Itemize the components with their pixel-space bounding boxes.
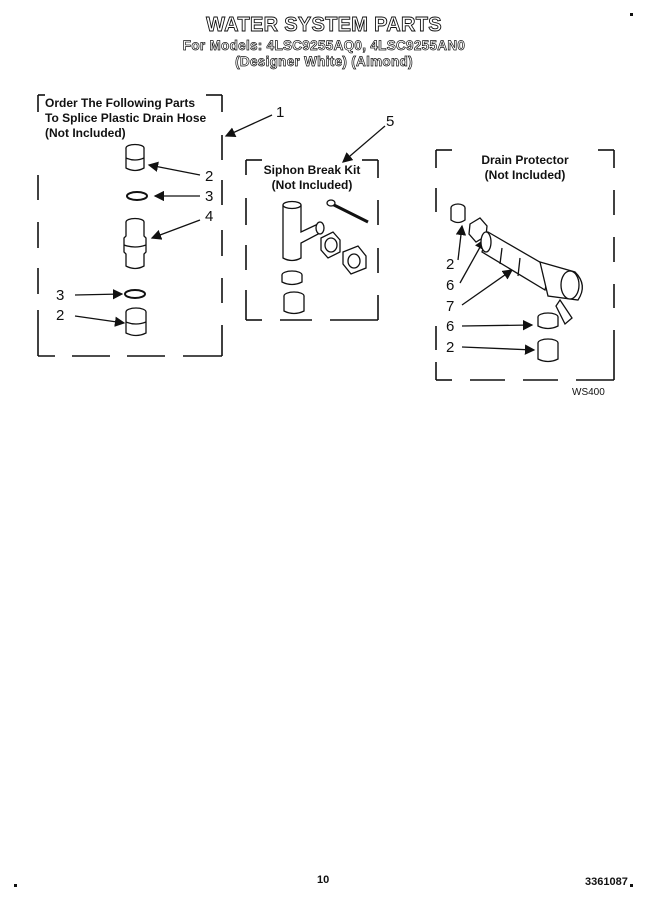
models-line: For Models: 4LSC9255AQ0, 4LSC9255AN0: [182, 38, 466, 53]
splice-label-line: To Splice Plastic Drain Hose: [45, 111, 207, 125]
callout-right: 6: [446, 277, 455, 294]
page-number: 10: [317, 874, 330, 886]
callout-right: 6: [446, 318, 455, 335]
siphon-box-label: [246, 163, 378, 193]
page-title: WATER SYSTEM PARTS: [206, 14, 442, 36]
siphon-parts: [282, 200, 368, 314]
drain-label-line: Drain Protector: [481, 153, 569, 167]
callout-right: 2: [446, 339, 455, 356]
splice-parts: [124, 145, 147, 336]
drain-box-label: [452, 153, 598, 183]
callout-left: 3: [205, 188, 214, 205]
drain-label-line: (Not Included): [484, 168, 566, 182]
splice-label-line: Order The Following Parts: [45, 96, 196, 110]
splice-label-line: (Not Included): [45, 126, 126, 140]
siphon-label-line: Siphon Break Kit: [263, 163, 361, 177]
document-number: 3361087: [585, 876, 628, 888]
splice-box-label: [45, 96, 206, 141]
callout-right: 7: [446, 298, 455, 315]
callout-right: 2: [446, 256, 455, 273]
callout-left: 2: [56, 307, 65, 324]
callout-left: 4: [205, 208, 214, 225]
siphon-label-line: (Not Included): [271, 178, 353, 192]
drain-protector-parts: [451, 204, 582, 362]
callout-5: 5: [386, 113, 395, 130]
callout-1: 1: [276, 104, 285, 121]
callout-left: 3: [56, 287, 65, 304]
colors-line: (Designer White) (Almond): [235, 54, 413, 69]
diagram-reference: WS400: [572, 387, 605, 398]
callout-left: 2: [205, 168, 214, 185]
